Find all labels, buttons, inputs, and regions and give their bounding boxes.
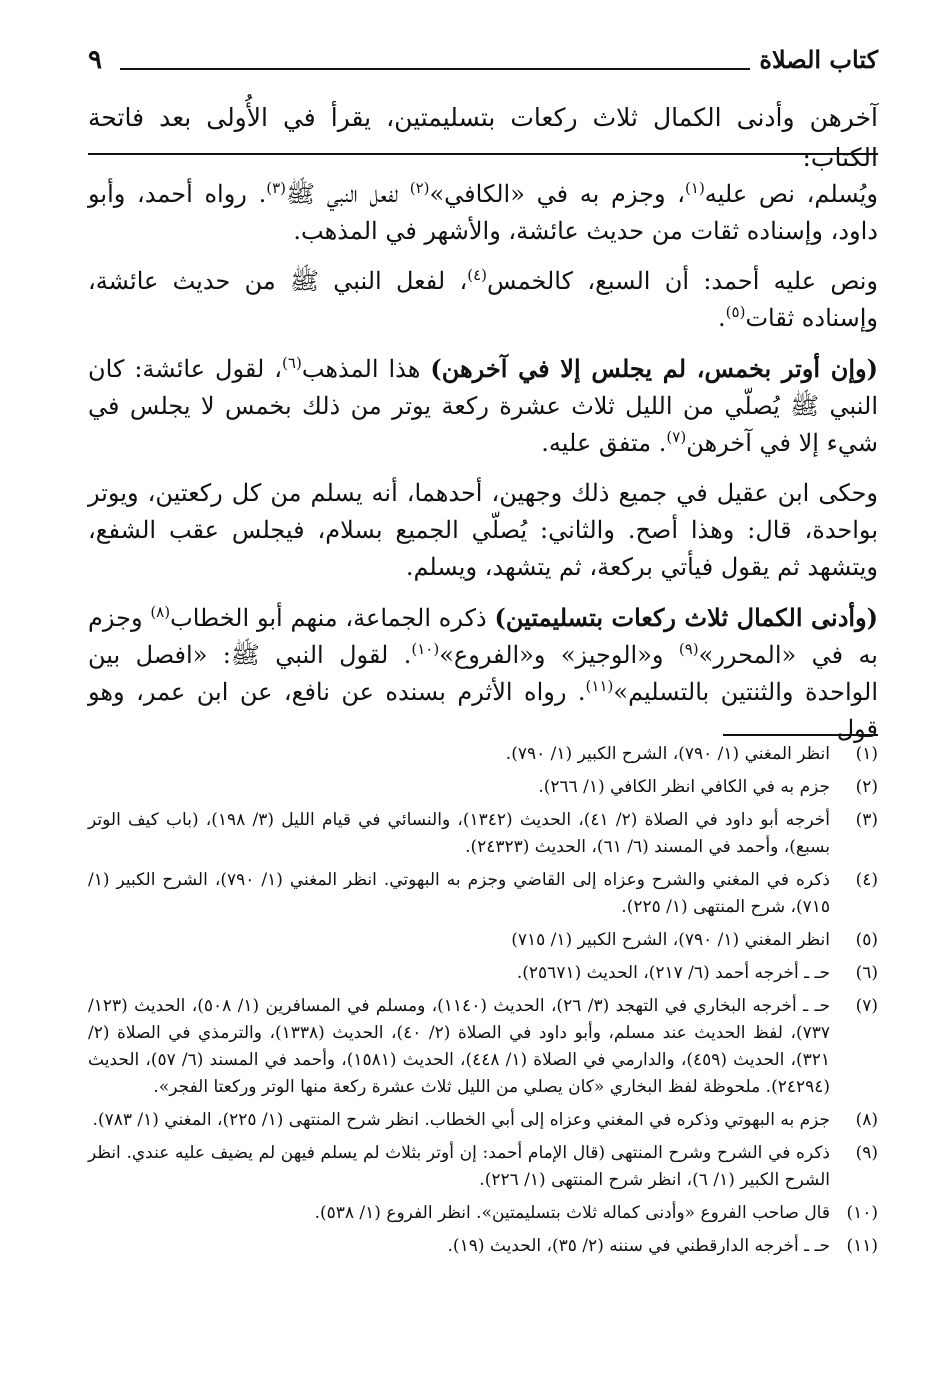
footnote-reference[interactable]: (٥) [725, 303, 746, 321]
commentary-paragraph [88, 475, 878, 586]
chapter-title: كتاب الصلاة [759, 45, 878, 74]
paragraph-text: . رواه الأثرم بسنده عن نافع، عن ابن عمر، وهو قول [88, 678, 878, 743]
footnote-reference[interactable]: (١٠) [411, 640, 440, 658]
book-page [88, 28, 878, 1358]
footnote-text: حـ ـ أخرجه الدارقطني في سننه (٢/ ٣٥)، الحديث (١٩). [447, 1236, 830, 1256]
paragraph-text: ويُسلم، نص عليه [704, 180, 879, 208]
commentary-paragraph [88, 263, 878, 337]
footnote-text: قال صاحب الفروع «وأدنى كماله ثلاث بتسليمتين». انظر الفروع (١/ ٥٣٨). [314, 1203, 830, 1223]
paragraph-text: وحكى ابن عقيل في جميع ذلك وجهين، أحدهما، أنه يسلم من كل ركعتين، ويوتر بواحدة، قال: وهذا أصح. والثاني: يُصلّي الجميع بسلام، فيجلس عقب الشفع، ويتشهد ثم يقول فيأتي بركعة، ثم يتشهد، ويسلم. [88, 479, 878, 581]
footnote-text: حـ ـ أخرجه البخاري في التهجد (٣/ ٢٦)، الحديث (١١٤٠)، ومسلم في المسافرين (١/ ٥٠٨)، الحديث (١٢٣/ ٧٣٧)، لفظ الحديث عند مسلم، وأبو داود في الصلاة (٢/ ٤٠)، الحديث (١٣٣٨)، والترمذي في الصلاة (٢/ ٣٢١)، الحديث (٤٥٩)، والدارمي في الصلاة (١/ ٤٤٨)، الحديث (١٥٨١)، وأحمد في المسند (٦/ ٥٧)، الحديث (٢٤٢٩٤). ملحوظة لفظ البخاري «كان يصلي من الليل ثلاث عشرة ركعة منها الوتر وركعتا الفجر». [88, 996, 830, 1097]
footnote-item [88, 1200, 878, 1227]
footnote-reference[interactable]: (١) [685, 179, 705, 197]
footnote-reference[interactable]: (٧) [666, 428, 687, 446]
paragraph-text: وجزم به في «المحرر» [88, 604, 878, 669]
footnote-number: (١١) [846, 1236, 878, 1256]
paragraph-text: ، لفعل النبي ﷺ من حديث عائشة، وإسناده ثقات [88, 267, 878, 332]
footnotes [88, 741, 878, 1266]
paragraph-text: . [718, 304, 726, 332]
footnote-text: انظر المغني (١/ ٧٩٠)، الشرح الكبير (١/ ٧٩٠). [505, 744, 830, 764]
footnote-number: (٧) [855, 996, 878, 1016]
paragraph-text: ذكره الجماعة، منهم أبو الخطاب [170, 604, 495, 632]
footnote-number: (٢) [855, 777, 878, 797]
footnote-item [88, 1107, 878, 1134]
footnote-number: (١) [855, 744, 878, 764]
commentary-paragraph [88, 176, 878, 250]
footnote-text: جزم به في الكافي انظر الكافي (١/ ٢٦٦). [538, 777, 830, 797]
paragraph-text: ، وجزم به في «الكافي» [429, 180, 686, 208]
page-header [88, 40, 878, 80]
footnote-reference[interactable]: (٨) [150, 603, 171, 621]
quoted-matn-text: (وأدنى الكمال ثلاث ركعات بتسليمتين) [494, 603, 878, 632]
footnote-reference[interactable]: (٦) [282, 354, 302, 372]
paragraph-text: . لقول النبي ﷺ: «افصل بين الواحدة والثنتين بالتسليم» [88, 641, 878, 706]
footnote-divider [723, 734, 878, 736]
footnote-number: (١٠) [846, 1203, 878, 1223]
header-rule [120, 68, 750, 70]
footnote-number: (٦) [855, 963, 878, 983]
footnote-reference[interactable]: (٩) [678, 640, 699, 658]
footnote-reference[interactable]: (١١) [585, 677, 614, 695]
footnote-reference[interactable]: (٤) [467, 266, 488, 284]
quoted-matn-text: (وإن أوتر بخمس، لم يجلس إلا في آخرهن) [430, 354, 879, 383]
footnote-text: أخرجه أبو داود في الصلاة (٢/ ٤١)، الحديث (١٣٤٢)، والنسائي في قيام الليل (٣/ ١٩٨)، (باب كيف الوتر بسبع)، وأحمد في المسند (٦/ ٦١)، الحديث (٢٤٣٢٣). [88, 810, 830, 857]
footnote-text: حـ ـ أخرجه أحمد (٦/ ٢١٧)، الحديث (٢٥٦٧١). [516, 963, 830, 983]
paragraph-text: ونص عليه أحمد: أن السبع، كالخمس [487, 267, 879, 295]
paragraph-text: . متفق عليه. [541, 429, 667, 457]
paragraph-text: ، لقول عائشة: كان النبي ﷺ يُصلّي من الليل ثلاث عشرة ركعة يوتر من ذلك بخمس لا يجلس في شيء إلا في آخرهن [88, 355, 878, 457]
footnote-text: انظر المغني (١/ ٧٩٠)، الشرح الكبير (١/ ٧١٥) [511, 930, 830, 950]
footnote-item [88, 993, 878, 1101]
footnote-number: (٥) [855, 930, 878, 950]
footnote-text: ذكره في الشرح وشرح المنتهى (قال الإمام أحمد: إن أوتر بثلاث لم يسلم فيهن لم يضيف عليه عندي. انظر الشرح الكبير (١/ ٦)، انظر شرح المنتهى (١/ ٢٢٦). [88, 1143, 830, 1190]
footnote-number: (٤) [855, 870, 878, 890]
footnote-reference[interactable]: (٣) [266, 179, 287, 197]
commentary-text [88, 176, 878, 761]
paragraph-text: . رواه أحمد، وأبو داود، وإسناده ثقات من حديث عائشة، والأشهر في المذهب. [88, 180, 878, 245]
footnote-item [88, 927, 878, 954]
footnote-item [88, 807, 878, 861]
commentary-paragraph [88, 599, 878, 748]
footnote-text: ذكره في المغني والشرح وعزاه إلى القاضي وجزم به البهوتي. انظر المغني (١/ ٧٩٠)، الشرح الكبير (١/ ٧١٥)، شرح المنتهى (١/ ٢٢٥). [88, 870, 830, 917]
footnote-item [88, 1233, 878, 1260]
commentary-paragraph [88, 350, 878, 462]
footnote-number: (٩) [855, 1143, 878, 1163]
matn-summary: آخرهن وأدنى الكمال ثلاث ركعات بتسليمتين، يقرأ في الأُولى بعد فاتحة الكتاب: [88, 103, 878, 172]
paragraph-text: هذا المذهب [301, 355, 431, 383]
summary-divider [88, 153, 878, 155]
page-number: ٩ [88, 45, 102, 75]
footnote-item [88, 741, 878, 768]
footnote-number: (٣) [855, 810, 878, 830]
paragraph-text: و«الوجيز» و«الفروع» [439, 641, 679, 669]
footnote-text: جزم به البهوتي وذكره في المغني وعزاه إلى أبي الخطاب. انظر شرح المنتهى (١/ ٢٢٥)، المغني (١/ ٧٨٣). [92, 1110, 830, 1130]
paragraph-text: لفعل النبي ﷺ [286, 180, 410, 208]
footnote-item [88, 1140, 878, 1194]
footnote-reference[interactable]: (٢) [409, 179, 430, 197]
footnote-item [88, 774, 878, 801]
footnote-item [88, 960, 878, 987]
footnote-item [88, 867, 878, 921]
footnote-number: (٨) [855, 1110, 878, 1130]
